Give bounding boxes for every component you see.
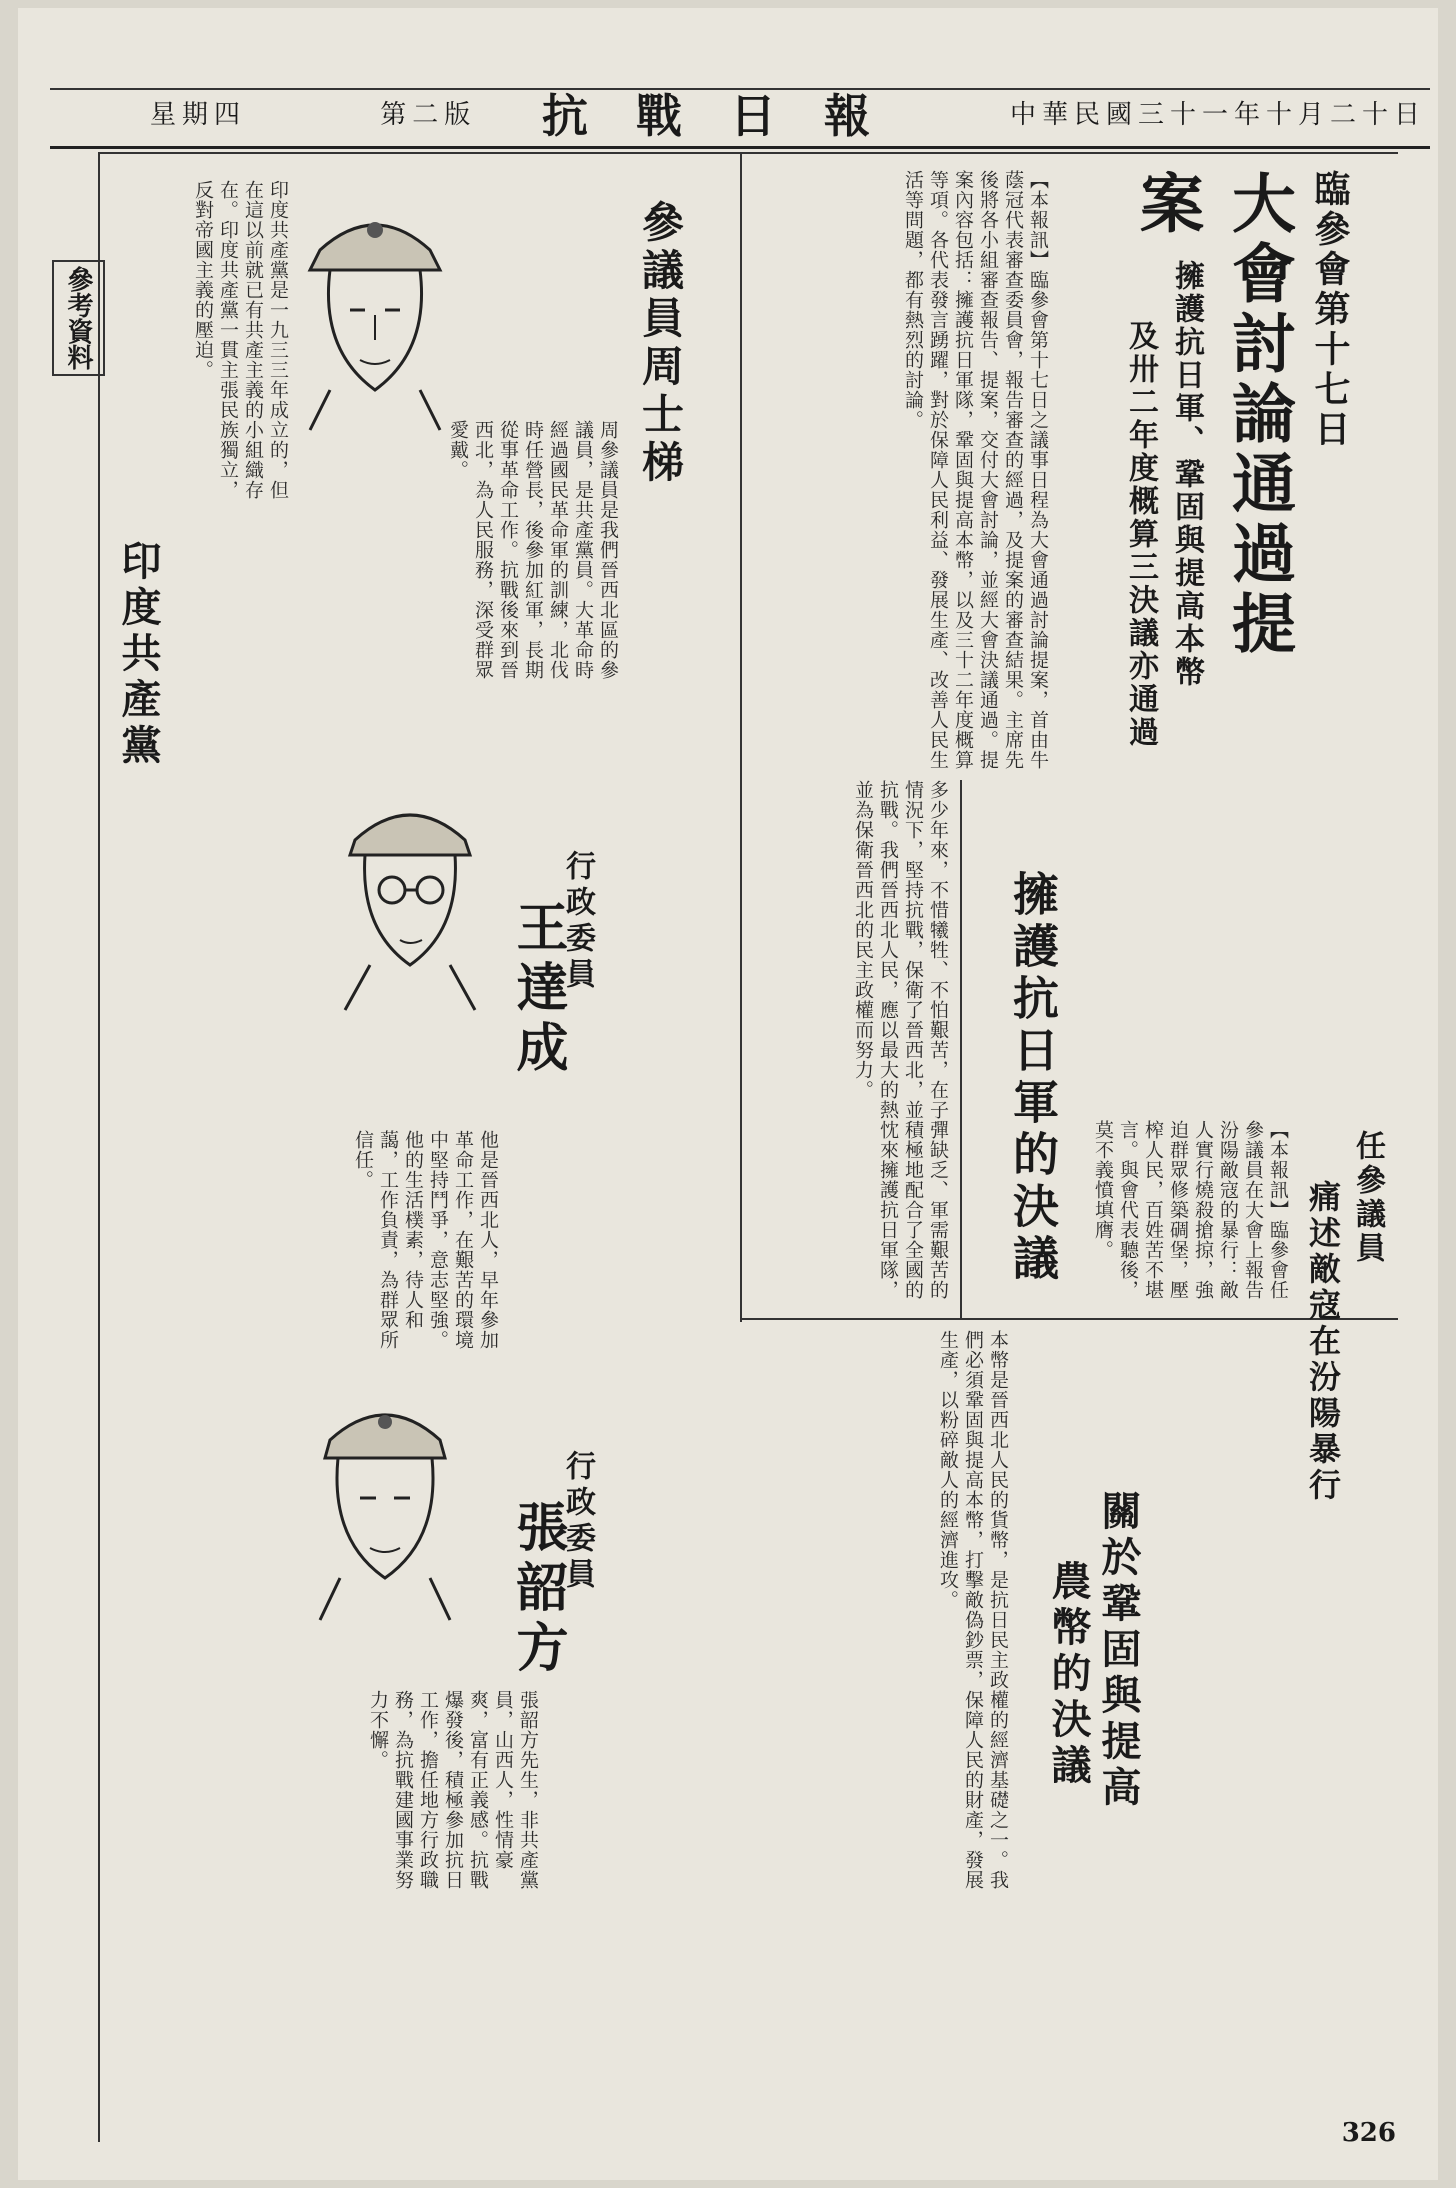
small-divider (960, 780, 962, 1320)
masthead-title: 抗戰日報 (542, 89, 918, 143)
frame-left-rule (98, 152, 100, 2142)
column-divider (740, 152, 742, 1322)
lead-headline: 大會討論通過提案 (1129, 170, 1296, 660)
profile-zhou-headline: 參議員周士梯 (636, 200, 685, 488)
resolution-1-headline: 擁護抗日軍的決議 (1006, 870, 1060, 1286)
resolution-2-headline-2: 農幣的決議 (1045, 1560, 1092, 1790)
report-ren-headline: 任參議員 (1350, 1130, 1385, 1266)
report-ren-subhead: 痛述敵寇在汾陽暴行 (1304, 1180, 1342, 1504)
profile-zhang-role: 行政委員 (560, 1450, 595, 1594)
profile-wang-role: 行政委員 (560, 850, 595, 994)
reference-tag: 參考資料 (52, 260, 105, 376)
profile-wang-body: 他是晉西北人，早年參加革命工作，在艱苦的環境中堅持鬥爭，意志堅強。他的生活樸素，待人和藹，工作負責，為群眾所信任。 (352, 1130, 499, 1350)
edition-line (150, 100, 476, 130)
lead-kicker: 臨參會第十七日 (1309, 170, 1351, 450)
profile-zhang-name: 張韶方 (507, 1500, 568, 1680)
resolution-1-body: 多少年來，不惜犧牲、不怕艱苦，在子彈缺乏、軍需艱苦的情況下，堅持抗戰，保衛了晉西北，並積極地配合了全國的抗戰。我們晉西北人民，應以最大的熱忱來擁護抗日軍隊，並為保衛晉西北的民主政權而努力。 (852, 780, 949, 1300)
reference-headline: 印度共產黨 (115, 540, 162, 770)
page-label: 第二版 (380, 100, 477, 130)
page-number: 326 (1341, 2118, 1396, 2148)
frame-top-rule (98, 152, 1398, 154)
profile-zhou-body: 周參議員是我們晉西北區的參議員，是共產黨員。大革命時經過國民革命軍的訓練，北伐時任營長，後參加紅軍，長期從事革命工作。抗戰後來到晉西北，為人民服務，深受群眾愛戴。 (447, 420, 619, 680)
report-ren-body: 【本報訊】臨參會任參議員在大會上報告汾陽敵寇的暴行：敵人實行燒殺搶掠，強迫群眾修築碉堡，壓榨人民，百姓苦不堪言。與會代表聽後，莫不義憤填膺。 (1092, 1120, 1289, 1300)
reference-body: 印度共產黨是一九三三年成立的，但在這以前就已有共產主義的小組織存在。印度共產黨一貫主張民族獨立，反對帝國主義的壓迫。 (192, 180, 289, 500)
profile-wang-name: 王達成 (507, 900, 568, 1080)
resolution-2-headline-1: 關於鞏固與提高 (1095, 1490, 1142, 1812)
portrait-zhang (300, 1380, 470, 1620)
weekday: 星期四 (150, 100, 247, 130)
portrait-zhou (290, 190, 460, 430)
resolution-2-body: 本幣是晉西北人民的貨幣，是抗日民主政權的經濟基礎之一。我們必須鞏固與提高本幣，打擊敵偽鈔票，保障人民的財產，發展生產，以粉碎敵人的經濟進攻。 (937, 1330, 1009, 1890)
profile-zhang-body: 張韶方先生，非共產黨員，山西人，性情豪爽，富有正義感。抗戰爆發後，積極參加抗日工作，擔任地方行政職務，為抗戰建國事業努力不懈。 (367, 1690, 539, 1890)
dateline: 中華民國三十一年十月二十日 (1009, 100, 1426, 130)
lead-body: 【本報訊】臨參會第十七日之議事日程為大會通過討論提案，首由牛蔭冠代表審查委員會，報告審查的經過，及提案的審查結果。主席先後將各小組審查報告、提案，交付大會討論，並經大會決議通過。提案內容包括：擁護抗日軍隊，鞏固與提高本幣，以及三十二年度概算等項。各代表發言踴躍，對於保障人民利益、發展生產、改善人民生活等問題，都有熱烈的討論。 (902, 170, 1049, 770)
lead-subhead-1: 擁護抗日軍、鞏固與提高本幣 (1169, 260, 1204, 689)
lead-subhead-2: 及卅二年度概算三決議亦通過 (1123, 320, 1158, 749)
portrait-wang (330, 780, 490, 1010)
